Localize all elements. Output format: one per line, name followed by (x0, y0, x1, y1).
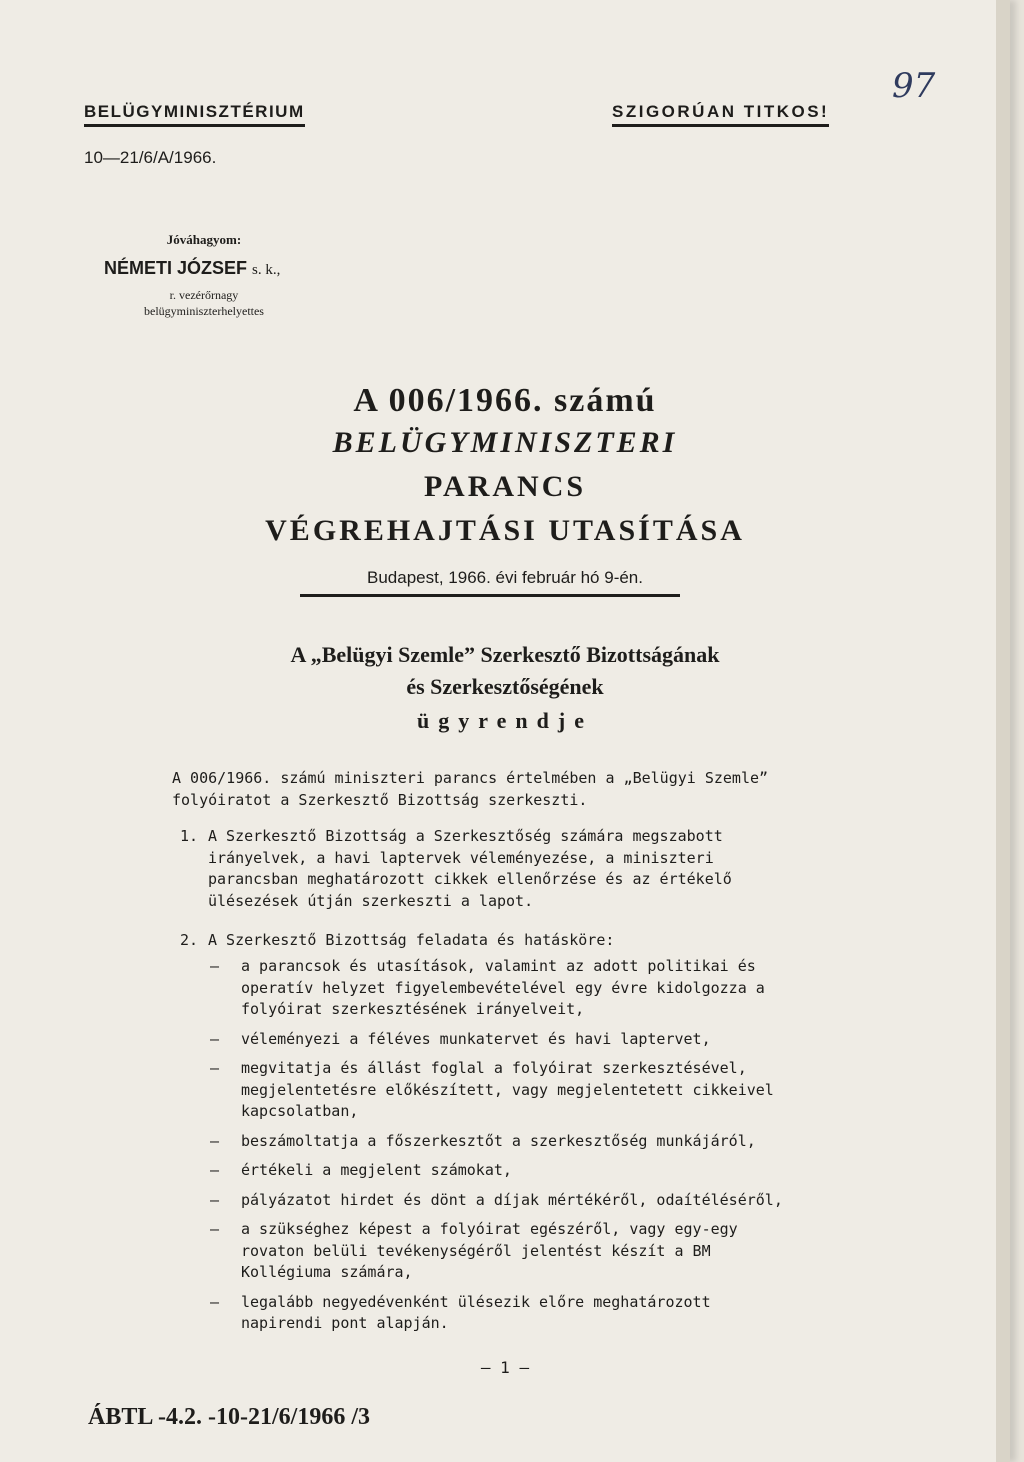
document-number: 10—21/6/A/1966. (84, 148, 217, 167)
list-item (210, 1029, 792, 1051)
classification-header: SZIGORÚAN TITKOS! (612, 102, 829, 127)
ministry-header: BELÜGYMINISZTÉRIUM (84, 102, 305, 127)
dash-bullet: — (210, 957, 220, 975)
subtitle-line-1: A „Belügyi Szemle” Szerkesztő Bizottságának (290, 642, 720, 667)
title-line-2: BELÜGYMINISZTERI (332, 426, 678, 459)
list-item (210, 1131, 792, 1153)
duty-text: megvitatja és állást foglal a folyóirat szerkesztésével, megjelentetésre előkészített, vagy megjelentetett cikkeivel kapcsolatban, (241, 1059, 774, 1120)
item-2-number: 2. (180, 931, 199, 949)
duty-text: pályázatot hirdet és dönt a díjak mértékéről, odaítéléséről, (241, 1190, 783, 1209)
list-item (210, 1292, 792, 1335)
archive-reference: ÁBTL -4.2. -10-21/6/1966 /3 (88, 1404, 371, 1430)
title-line-1: A 006/1966. számú (353, 382, 657, 419)
item-1-number: 1. (180, 827, 199, 845)
dash-bullet: — (210, 1131, 220, 1150)
page-number: — 1 — (480, 1358, 530, 1377)
subtitle-line-2: és Szerkesztőségének (406, 674, 604, 699)
list-item (210, 956, 792, 1021)
approver-position: belügyminiszterhelyettes (144, 304, 264, 318)
approver-sk: s. k., (252, 262, 281, 278)
duty-text: a szükséghez képest a folyóirat egészéről, vagy egy-egy rovaton belüli tevékenységéről jelentést készít a BM Kollégiuma számára, (241, 1220, 738, 1281)
list-item (210, 1219, 792, 1284)
approver-name-text: NÉMETI JÓZSEF (104, 258, 248, 278)
handwritten-page-number: 97 (892, 66, 936, 106)
title-divider (300, 594, 680, 597)
title-line-4: VÉGREHAJTÁSI UTASÍTÁSA (265, 514, 745, 547)
dash-bullet: — (210, 1059, 220, 1077)
duty-text: a parancsok és utasítások, valamint az adott politikai és operatív helyzet figyelembevételével egy évre kidolgozza a folyóirat szerkesztésének irányelveit, (241, 957, 765, 1018)
item-2 (180, 930, 792, 952)
approver-rank: r. vezérőrnagy (169, 288, 239, 302)
approval-block (104, 232, 304, 319)
item-2-text: A Szerkesztő Bizottság feladata és hatásköre: (208, 931, 615, 949)
subtitle-line-3: ügyrendje (417, 708, 593, 733)
duty-text: beszámoltatja a főszerkesztőt a szerkesztőség munkájáról, (241, 1131, 756, 1150)
item-1-text: A Szerkesztő Bizottság a Szerkesztőség számára megszabott irányelvek, a havi laptervek véleményezése, a miniszteri parancsban meghatározott cikkek ellenőrzése és az értékelő ülésezések útján szerkeszti a lapot. (208, 827, 732, 910)
approver-name (104, 258, 304, 279)
list-item (210, 1160, 792, 1182)
dash-bullet: — (210, 1292, 220, 1311)
item-1 (180, 826, 792, 912)
title-line-3: PARANCS (423, 470, 587, 503)
duty-text: véleményezi a féléves munkatervet és havi laptervet, (241, 1029, 711, 1048)
list-item (210, 1190, 792, 1212)
dash-bullet: — (210, 1029, 220, 1048)
dash-bullet: — (210, 1161, 220, 1179)
duty-text: értékeli a megjelent számokat, (241, 1161, 512, 1179)
intro-paragraph: A 006/1966. számú miniszteri parancs értelmében a „Belügyi Szemle” folyóiratot a Szerkesztő Bizottság szerkeszti. (172, 769, 769, 809)
approval-label: Jóváhagyom: (166, 232, 242, 247)
duty-text: legalább negyedévenként ülésezik előre meghatározott napirendi pont alapján. (241, 1292, 711, 1332)
duties-list (210, 956, 792, 1343)
dash-bullet: — (210, 1190, 220, 1209)
dateline: Budapest, 1966. évi február hó 9-én. (367, 568, 643, 587)
dash-bullet: — (210, 1220, 220, 1238)
list-item (210, 1058, 792, 1123)
